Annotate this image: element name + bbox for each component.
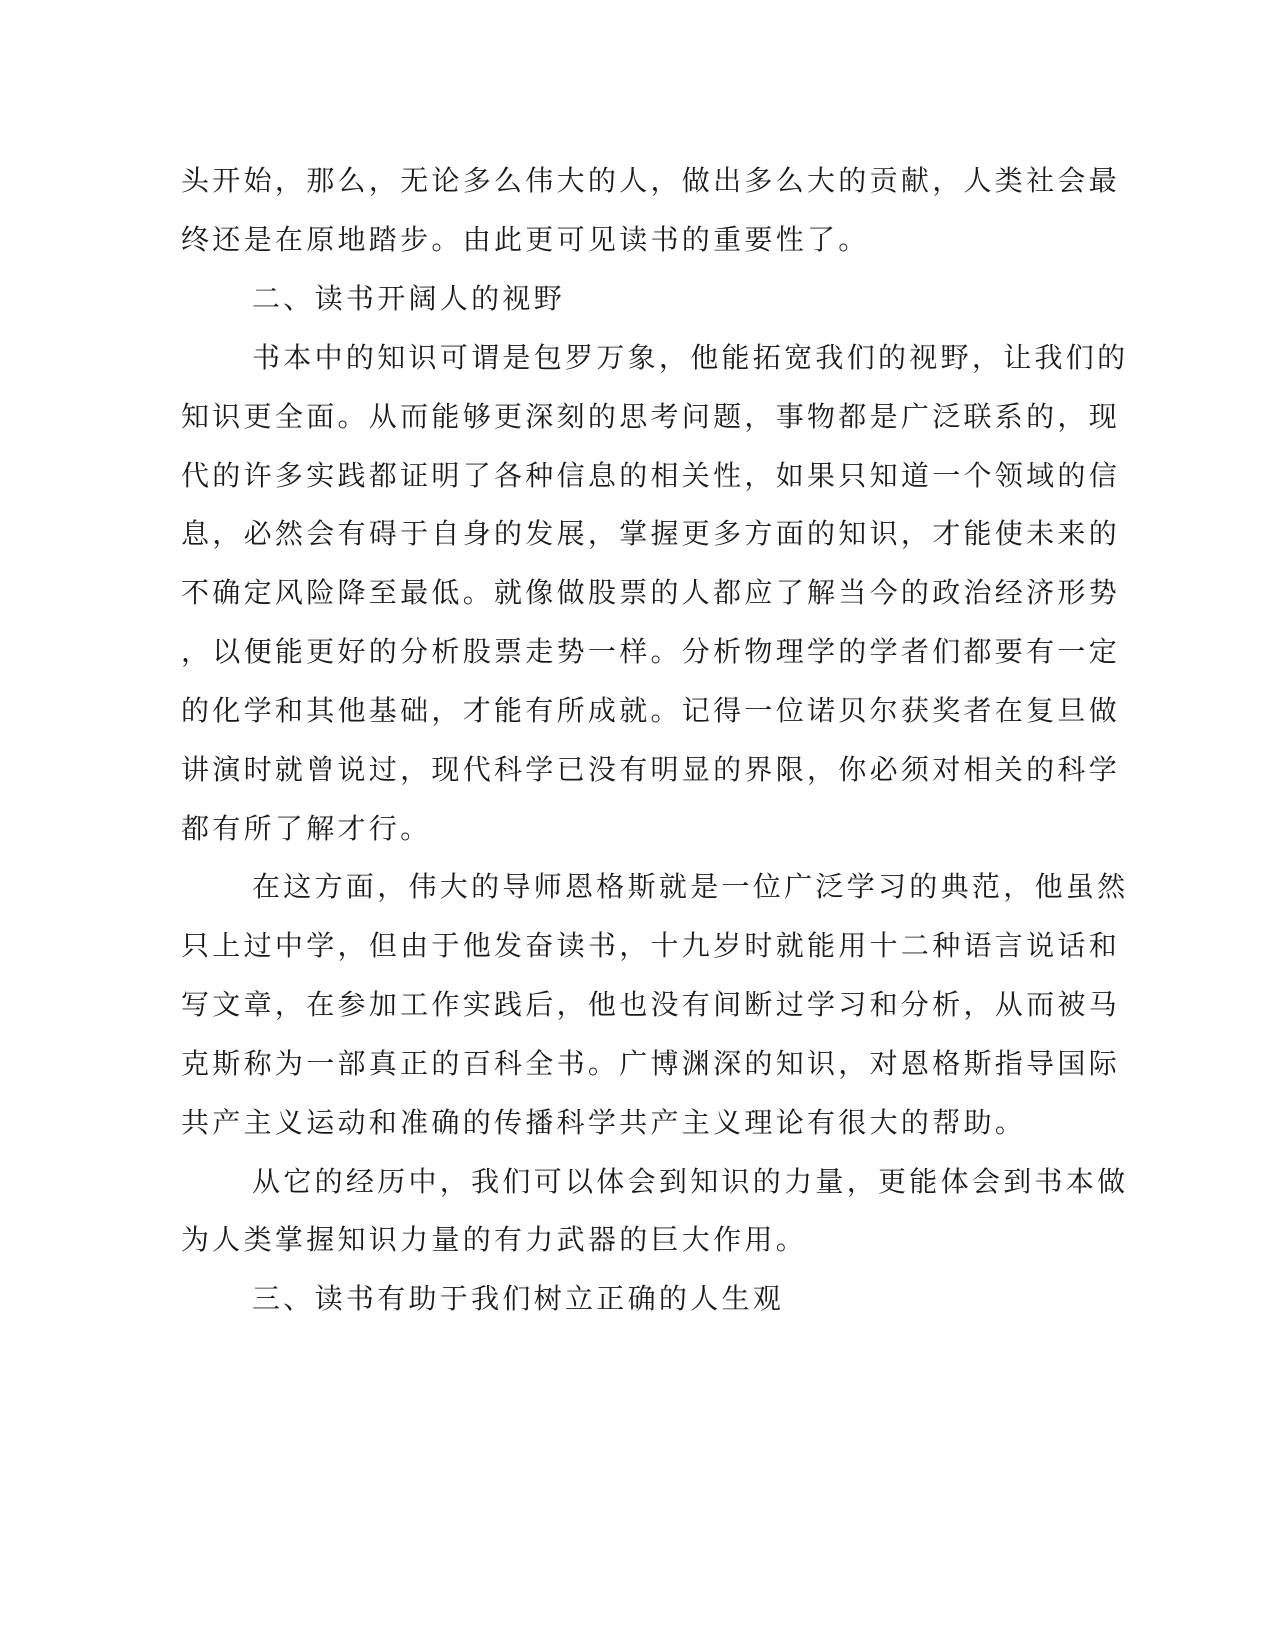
paragraph-line: 息，必然会有碍于自身的发展，掌握更多方面的知识，才能使未来的 — [181, 517, 1121, 550]
paragraph-line: 克斯称为一部真正的百科全书。广博渊深的知识，对恩格斯指导国际 — [181, 1047, 1121, 1080]
paragraph-line: 终还是在原地踏步。由此更可见读书的重要性了。 — [181, 223, 870, 256]
paragraph-line: 知识更全面。从而能够更深刻的思考问题，事物都是广泛联系的，现 — [181, 400, 1121, 433]
paragraph-line: ，以便能更好的分析股票走势一样。分析物理学的学者们都要有一定 — [181, 635, 1121, 668]
paragraph-line: 从它的经历中，我们可以体会到知识的力量，更能体会到书本做 — [252, 1165, 1129, 1198]
paragraph-line: 为人类掌握知识力量的有力武器的巨大作用。 — [181, 1223, 808, 1256]
paragraph-line: 写文章，在参加工作实践后，他也没有间断过学习和分析，从而被马 — [181, 988, 1121, 1021]
section-heading: 三、读书有助于我们树立正确的人生观 — [252, 1282, 785, 1315]
section-heading: 二、读书开阔人的视野 — [252, 282, 566, 315]
paragraph-line: 在这方面，伟大的导师恩格斯就是一位广泛学习的典范，他虽然 — [252, 870, 1129, 903]
paragraph-line: 头开始，那么，无论多么伟大的人，做出多么大的贡献，人类社会最 — [181, 164, 1121, 197]
paragraph-line: 书本中的知识可谓是包罗万象，他能拓宽我们的视野，让我们的 — [252, 341, 1129, 374]
paragraph-line: 不确定风险降至最低。就像做股票的人都应了解当今的政治经济形势 — [181, 576, 1121, 609]
paragraph-line: 代的许多实践都证明了各种信息的相关性，如果只知道一个领域的信 — [181, 459, 1121, 492]
paragraph-line: 共产主义运动和准确的传播科学共产主义理论有很大的帮助。 — [181, 1106, 1027, 1139]
paragraph-line: 讲演时就曾说过，现代科学已没有明显的界限，你必须对相关的科学 — [181, 753, 1121, 786]
paragraph-line: 都有所了解才行。 — [181, 812, 432, 845]
paragraph-line: 只上过中学，但由于他发奋读书，十九岁时就能用十二种语言说话和 — [181, 929, 1121, 962]
paragraph-line: 的化学和其他基础，才能有所成就。记得一位诺贝尔获奖者在复旦做 — [181, 694, 1121, 727]
